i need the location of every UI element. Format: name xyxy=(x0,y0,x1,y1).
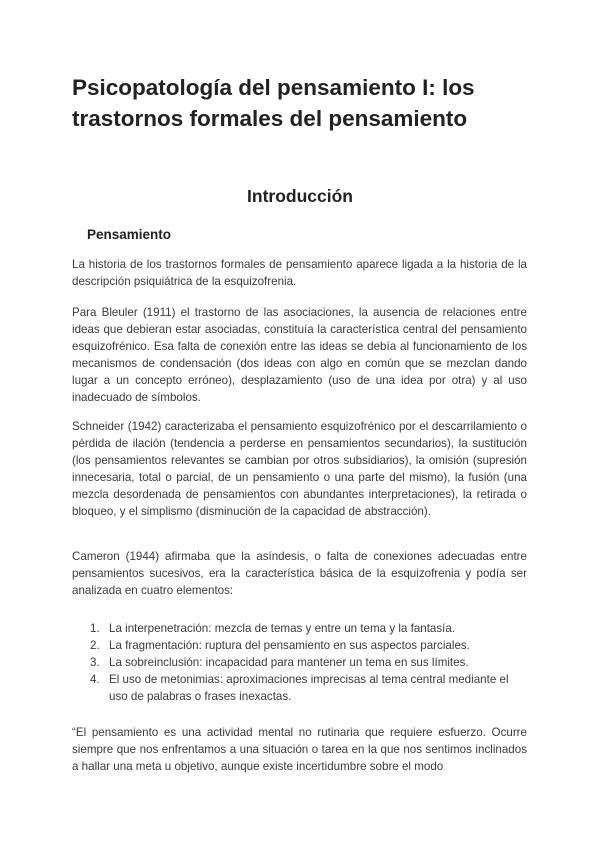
list-item xyxy=(72,637,527,654)
paragraph-quote: “El pensamiento es una actividad mental no rutinaria que requiere esfuerzo. Ocurre siempre que nos enfrentamos a una situación o tarea en la que nos sentimos inclinados a hallar una meta u objetivo, aunque existe incertidumbre sobre el modo xyxy=(72,726,527,773)
paragraph-bleuler: Para Bleuler (1911) el trastorno de las asociaciones, la ausencia de relaciones entre ideas que debieran estar asociadas, constituía la característica central del pensamiento esquizofrénico. Esa falta de conexión entre las ideas se debía al funcionamiento de los mecanismos de condensación (dos ideas con algo en común que se mezclan dando lugar a un concepto erróneo), desplazamiento (uso de una idea por otra) y al uso inadecuado de símbolos. xyxy=(72,306,527,404)
list-item xyxy=(72,671,527,705)
section-heading: Introducción xyxy=(247,186,353,206)
list-item-number: 4. xyxy=(90,673,100,686)
list-item-number: 3. xyxy=(90,656,100,669)
asindesis-elements-list xyxy=(72,620,527,705)
list-item xyxy=(72,620,527,637)
subheading: Pensamiento xyxy=(87,227,172,242)
paragraph-schneider: Schneider (1942) caracterizaba el pensamiento esquizofrénico por el descarrilamiento o pérdida de ilación (tendencia a perderse en pensamientos secundarios), la sustitución (los pensamientos relevantes se cambian por otros subsidiarios), la omisión (supresión innecesaria, total o parcial, de un pensamiento o una parte del mismo), la fusión (una mezcla desordenada de pensamientos con abundantes interpretaciones), la retirada o bloqueo, y el simplismo (disminución de la capacidad de abstracción). xyxy=(72,420,527,518)
list-item-number: 1. xyxy=(90,622,100,635)
paragraph-intro: La historia de los trastornos formales de pensamiento aparece ligada a la historia de la descripción psiquiátrica de la esquizofrenia. xyxy=(72,258,527,288)
list-item-number: 2. xyxy=(90,639,100,652)
list-item-text: El uso de metonimias: aproximaciones imprecisas al tema central mediante el uso de palabras o frases inexactas. xyxy=(109,673,509,703)
list-item-text: La sobreinclusión: incapacidad para mantener un tema en sus límites. xyxy=(109,656,469,669)
list-item-text: La fragmentación: ruptura del pensamiento en sus aspectos parciales. xyxy=(109,639,470,652)
document-title: Psicopatología del pensamiento I: los trastornos formales del pensamiento xyxy=(72,75,475,131)
list-item xyxy=(72,654,527,671)
paragraph-cameron: Cameron (1944) afirmaba que la asíndesis, o falta de conexiones adecuadas entre pensamientos sucesivos, era la característica básica de la esquizofrenia y podía ser analizada en cuatro elementos: xyxy=(72,550,527,597)
list-item-text: La interpenetración: mezcla de temas y entre un tema y la fantasía. xyxy=(109,622,456,635)
